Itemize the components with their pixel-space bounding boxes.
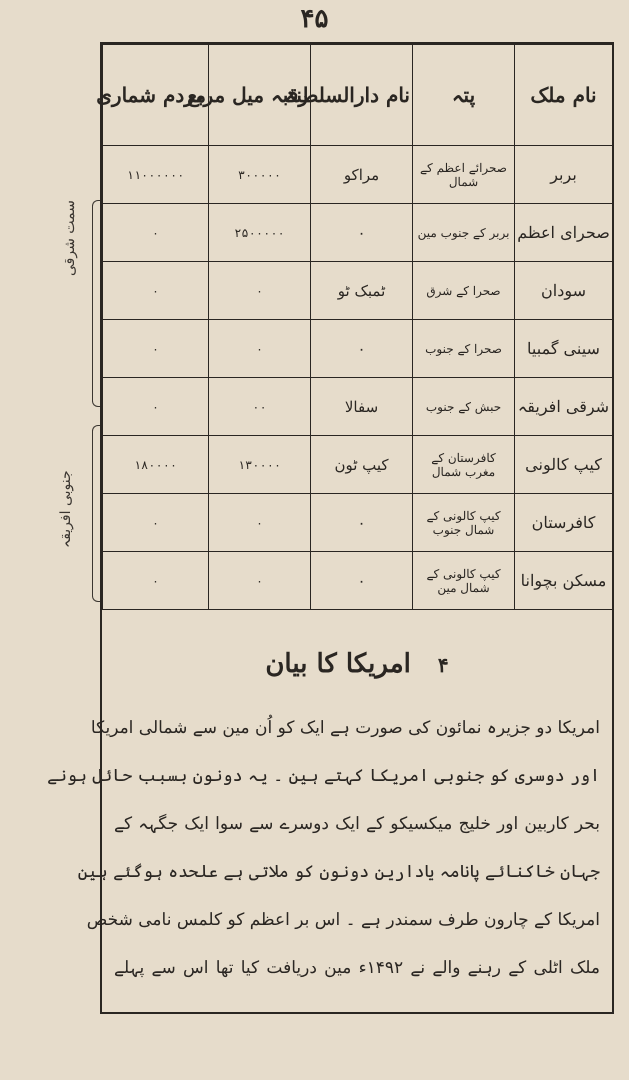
cell-area: ۱۳۰۰۰۰ (209, 436, 311, 494)
header-area: رقبہ میل مربع (209, 45, 311, 146)
cell-area: ٠ (209, 494, 311, 552)
section-number: ۴ (437, 653, 449, 677)
cell-population: ٠ (103, 262, 209, 320)
cell-area: ٠ (209, 320, 311, 378)
cell-location: بربر کے جنوب مین (413, 204, 515, 262)
page-number: ۴۵ (300, 4, 329, 34)
table-row (103, 146, 613, 204)
cell-country-name: کافرستان (515, 494, 613, 552)
cell-country-name: صحرای اعظم (515, 204, 613, 262)
cell-capital: ٠ (311, 204, 413, 262)
table-row (103, 378, 613, 436)
cell-capital: ٠ (311, 320, 413, 378)
cell-location: کیپ کالونی کے شمال مین (413, 552, 515, 610)
paragraph-line: بحر کاربین اور خلیج میکسیکو کے ایک دوسرے سے سوا ایک جگہہ کے (114, 814, 600, 834)
cell-country-name: کیپ کالونی (515, 436, 613, 494)
table-row (103, 552, 613, 610)
cell-population: ٠ (103, 320, 209, 378)
cell-country-name: بربر (515, 146, 613, 204)
cell-country-name: سینی گمبیا (515, 320, 613, 378)
cell-population: ۱۸۰۰۰۰ (103, 436, 209, 494)
cell-area: ۳۰۰۰۰۰ (209, 146, 311, 204)
table-header-row (103, 45, 613, 146)
table-row (103, 204, 613, 262)
paragraph-line: امریکا دو جزیرہ نمائون کی صورت ہے ایک کو اُن مین سے شمالی امریکا (90, 718, 600, 738)
cell-capital: ٠ (311, 494, 413, 552)
margin-note-east: سمت شرقی (62, 200, 78, 276)
cell-population: ٠ (103, 494, 209, 552)
cell-capital: مراکو (311, 146, 413, 204)
cell-area: ٠ (209, 262, 311, 320)
cell-area: ٠٠ (209, 378, 311, 436)
cell-location: کیپ کالونی کے شمال جنوب (413, 494, 515, 552)
header-location: پتہ (413, 45, 515, 146)
cell-capital: سفالا (311, 378, 413, 436)
cell-location: کافرستان کے مغرب شمال (413, 436, 515, 494)
section-title: امریکا کا بیان (265, 649, 411, 679)
cell-location: حبش کے جنوب (413, 378, 515, 436)
cell-location: صحرا کے جنوب (413, 320, 515, 378)
paragraph-line: اور دوسری کو جنوبی امریکا کہتے ہین ۔ یہ دونون بسبب حائل ہونے (47, 766, 600, 786)
table-row (103, 436, 613, 494)
cell-population: ٠ (103, 378, 209, 436)
cell-country-name: سودان (515, 262, 613, 320)
table-row (103, 262, 613, 320)
cell-capital: ٹمبک ٹو (311, 262, 413, 320)
margin-note-south: جنوبی افریقہ (58, 470, 74, 548)
section-paragraph (47, 704, 600, 992)
cell-area: ۲۵۰۰۰۰۰ (209, 204, 311, 262)
cell-capital: کیپ ٹون (311, 436, 413, 494)
cell-country-name: شرقی افریقہ (515, 378, 613, 436)
cell-population: ٠ (103, 552, 209, 610)
cell-area: ٠ (209, 552, 311, 610)
section-heading (102, 649, 612, 679)
cell-population: ۱۱۰۰۰۰۰۰ (103, 146, 209, 204)
cell-location: صحرائے اعظم کے شمال (413, 146, 515, 204)
paragraph-line: ملک اٹلی کے رہنے والے نے ۱۴۹۲ء مین دریافت کیا تھا اس سے پہلے (114, 958, 600, 978)
cell-population: ٠ (103, 204, 209, 262)
paragraph-line: امریکا کے چارون طرف سمندر ہے ۔ اس بر اعظم کو کلمس نامی شخص (86, 910, 600, 930)
header-country-name: نام ملک (515, 45, 613, 146)
table-row (103, 494, 613, 552)
table-row (103, 320, 613, 378)
header-capital: نام دارالسلطنۃ (311, 45, 413, 146)
header-population: مردم شماری (103, 45, 209, 146)
america-section (47, 609, 612, 1012)
cell-country-name: مسکن بچوانا (515, 552, 613, 610)
paragraph-line: جہان خاکنائے پانامہ یادارین دونون کو ملاتی ہے علحدہ ہوگئے ہین (77, 862, 600, 882)
cell-capital: ٠ (311, 552, 413, 610)
cell-location: صحرا کے شرق (413, 262, 515, 320)
countries-table (96, 44, 613, 610)
